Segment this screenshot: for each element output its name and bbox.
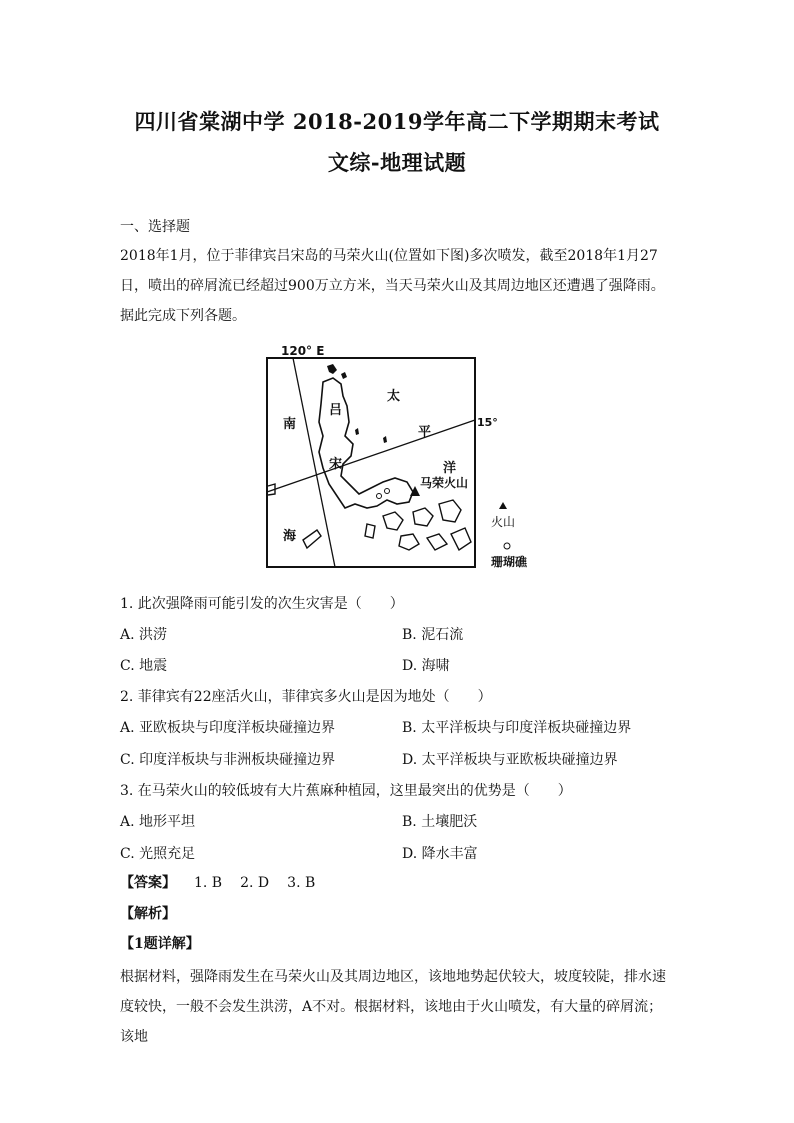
answer-3: 3. B bbox=[287, 875, 316, 891]
legend-reef-label: 珊瑚礁 bbox=[491, 555, 528, 569]
q1-option-b: B. 泥石流 bbox=[402, 627, 464, 643]
volcano-label: 马荣火山 bbox=[420, 476, 469, 490]
sea-char-1: 南 bbox=[283, 417, 297, 432]
analysis-label: 【解析】 bbox=[120, 906, 176, 922]
lat-label: 15° bbox=[477, 416, 498, 429]
q2-option-d: D. 太平洋板块与亚欧板块碰撞边界 bbox=[402, 752, 618, 768]
q2-option-c: C. 印度洋板块与非洲板块碰撞边界 bbox=[120, 752, 336, 768]
q3-option-c: C. 光照充足 bbox=[120, 846, 196, 862]
sea-char-2: 海 bbox=[283, 529, 297, 544]
detail-label: 【1题详解】 bbox=[120, 936, 200, 952]
ocean-char-1: 太 bbox=[387, 389, 401, 404]
page-subtitle: 文综-地理试题 bbox=[327, 150, 467, 175]
legend-volcano-icon bbox=[499, 502, 507, 509]
answer-line bbox=[120, 872, 333, 892]
q1-option-a: A. 洪涝 bbox=[120, 627, 168, 643]
ocean-char-3: 洋 bbox=[443, 461, 457, 476]
q3-option-d: D. 降水丰富 bbox=[402, 846, 478, 862]
ocean-char-2: 平 bbox=[418, 425, 432, 440]
answer-2: 2. D bbox=[240, 875, 270, 891]
q1-option-d: D. 海啸 bbox=[402, 658, 450, 674]
question-1-stem: 1. 此次强降雨可能引发的次生灾害是（ ） bbox=[120, 596, 404, 612]
q2-option-b: B. 太平洋板块与印度洋板块碰撞边界 bbox=[402, 720, 632, 736]
page-title: 四川省棠湖中学 2018-2019学年高二下学期期末考试 bbox=[134, 109, 660, 134]
intro-paragraph: 2018年1月，位于菲律宾吕宋岛的马荣火山(位置如下图)多次喷发，截至2018年1月27日，喷出的碎屑流已经超过900万立方米，当天马荣火山及其周边地区还遭遇了强降雨。据此完成下列各题。 bbox=[120, 248, 665, 324]
q3-option-b: B. 土壤肥沃 bbox=[402, 814, 478, 830]
q2-option-a: A. 亚欧板块与印度洋板块碰撞边界 bbox=[120, 720, 336, 736]
question-2-stem: 2. 菲律宾有22座活火山，菲律宾多火山是因为地处（ ） bbox=[120, 689, 492, 705]
island-char-1: 吕 bbox=[329, 403, 343, 418]
question-3-stem: 3. 在马荣火山的较低坡有大片蕉麻种植园，这里最突出的优势是（ ） bbox=[120, 783, 572, 799]
lon-label: 120° E bbox=[281, 344, 325, 358]
answer-label: 【答案】 bbox=[120, 875, 176, 891]
explanation-paragraph: 根据材料，强降雨发生在马荣火山及其周边地区，该地地势起伏较大，坡度较陡，排水速度较快，一般不会发生洪涝，A不对。根据材料，该地由于火山喷发，有大量的碎屑流；该地 bbox=[120, 969, 666, 1045]
legend-volcano-label: 火山 bbox=[491, 515, 516, 529]
section-heading: 一、选择题 bbox=[120, 219, 190, 235]
q3-option-a: A. 地形平坦 bbox=[120, 814, 196, 830]
q1-option-c: C. 地震 bbox=[120, 658, 168, 674]
legend-reef-icon bbox=[504, 543, 510, 549]
answer-1: 1. B bbox=[194, 875, 223, 891]
island-char-2: 宋 bbox=[329, 457, 343, 472]
philippines-map bbox=[263, 344, 538, 574]
